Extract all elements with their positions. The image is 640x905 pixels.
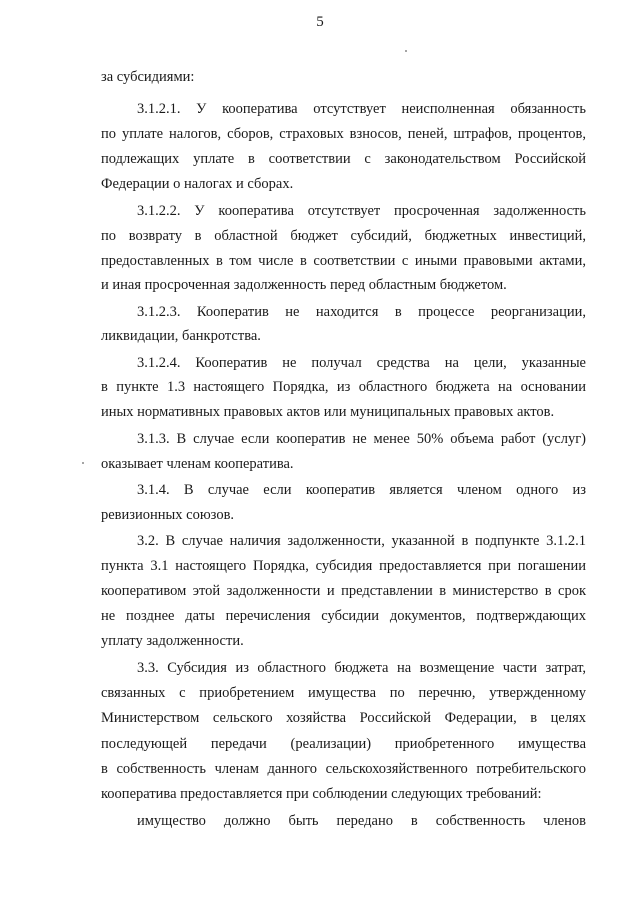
page-number: 5 bbox=[316, 14, 324, 30]
text-line: подлежащих уплате в соответствии с законодательством Российской bbox=[101, 151, 586, 167]
scan-speck bbox=[82, 462, 84, 464]
text-line: 3.1.3. В случае если кооператив не менее 50% объема работ (услуг) bbox=[137, 431, 586, 447]
text-line: 3.1.2.4. Кооператив не получал средства на цели, указанные bbox=[137, 355, 586, 371]
text-line: связанных с приобретением имущества по перечню, утвержденному bbox=[101, 685, 586, 701]
text-line: кооператива предоставляется при соблюдении следующих требований: bbox=[101, 786, 542, 802]
text-line: по уплате налогов, сборов, страховых взносов, пеней, штрафов, процентов, bbox=[101, 126, 586, 142]
text-line: 3.1.2.2. У кооператива отсутствует просроченная задолженность bbox=[137, 203, 586, 219]
text-line: ликвидации, банкротства. bbox=[101, 328, 261, 344]
text-line: ревизионных союзов. bbox=[101, 507, 235, 523]
text-line: 3.1.4. В случае если кооператив является членом одного из bbox=[137, 482, 586, 498]
text-line: в пункте 1.3 настоящего Порядка, из областного бюджета на основании bbox=[101, 379, 586, 395]
text-line: за субсидиями: bbox=[101, 69, 195, 85]
text-line: предоставленных в том числе в соответствии с иными правовыми актами, bbox=[101, 253, 586, 269]
text-line: 3.3. Субсидия из областного бюджета на возмещение части затрат, bbox=[137, 660, 586, 676]
text-line: в собственность членам данного сельскохозяйственного потребительского bbox=[101, 761, 586, 777]
text-line: Федерации о налогах и сборах. bbox=[101, 176, 294, 192]
text-line: 3.1.2.3. Кооператив не находится в процессе реорганизации, bbox=[137, 304, 586, 320]
text-line: по возврату в областной бюджет субсидий, бюджетных инвестиций, bbox=[101, 228, 586, 244]
text-line: Министерством сельского хозяйства Российской Федерации, в целях bbox=[101, 710, 586, 726]
scan-speck bbox=[405, 50, 407, 52]
text-line: и иная просроченная задолженность перед областным бюджетом. bbox=[101, 277, 507, 293]
text-line: 3.2. В случае наличия задолженности, указанной в подпункте 3.1.2.1 bbox=[137, 533, 586, 549]
text-line: имущество должно быть передано в собственность членов bbox=[137, 813, 586, 829]
text-line: иных нормативных правовых актов или муниципальных правовых актов. bbox=[101, 404, 555, 420]
text-line: 3.1.2.1. У кооператива отсутствует неисполненная обязанность bbox=[137, 101, 586, 117]
text-line: кооперативом этой задолженности и представлении в министерство в срок bbox=[101, 583, 586, 599]
text-line: пункта 3.1 настоящего Порядка, субсидия предоставляется при погашении bbox=[101, 558, 586, 574]
text-line: не позднее даты перечисления субсидии документов, подтверждающих bbox=[101, 608, 586, 624]
text-line: оказывает членам кооператива. bbox=[101, 456, 294, 472]
text-line: уплату задолженности. bbox=[101, 633, 244, 649]
text-line: последующей передачи (реализации) приобретенного имущества bbox=[101, 736, 586, 752]
